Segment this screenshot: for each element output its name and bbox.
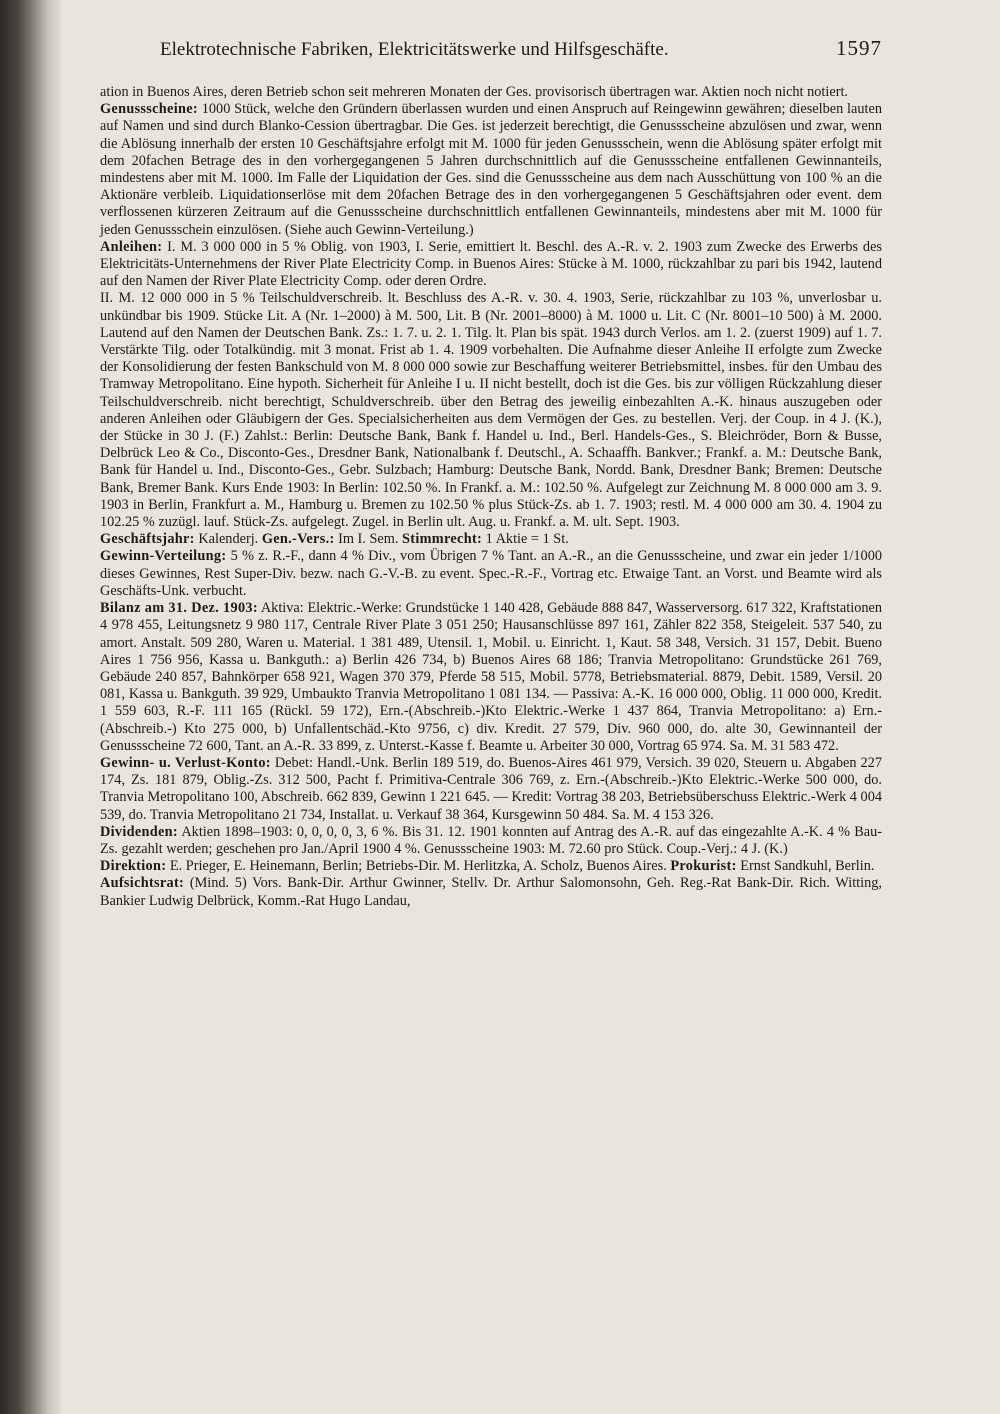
genussscheine-paragraph xyxy=(100,101,882,239)
page-body xyxy=(100,84,882,910)
geschaeftsjahr-paragraph xyxy=(100,531,882,548)
dividenden-label: Dividenden: xyxy=(100,823,178,840)
page-number: 1597 xyxy=(836,36,882,60)
stimmrecht-text: 1 Aktie = 1 St. xyxy=(485,531,569,548)
direktion-label: Direktion: xyxy=(100,858,167,875)
gewinn-verteilung-label: Gewinn-Verteilung: xyxy=(100,548,227,565)
gewinn-verteilung-paragraph xyxy=(100,548,882,600)
gewinn-verteilung-text: 5 % z. R.-F., dann 4 % Div., vom Übrigen 7 % Tant. an A.-R., an die Genussscheine, und zwar ein jeder 1/1000 dieses Gewinnes, Rest Super-Div. bezw. nach G.-V.-B. zu event. Spec.-R.-F., Vortrag etc. Etwaige Tant. an Vorst. und Beamte wird als Geschäfts-Unk. verbucht. xyxy=(100,548,882,599)
page-header xyxy=(160,36,882,61)
genussscheine-label: Genussscheine: xyxy=(100,101,198,118)
bilanz-paragraph xyxy=(100,600,882,755)
book-binding-shadow xyxy=(0,0,62,1414)
aufsichtsrat-paragraph xyxy=(100,875,882,909)
prokurist-label: Prokurist: xyxy=(670,858,737,875)
anleihe-ii-text: II. M. 12 000 000 in 5 % Teilschuldverschreib. lt. Beschluss des A.-R. v. 30. 4. 1903, Serie, rückzahlbar zu 103 %, unverlosbar u. unkündbar bis 1909. Stücke Lit. A (Nr. 1–2000) à M. 500, Lit. B (Nr. 2001–8000) à M. 1000 u. Lit. C (Nr. 8001–10 500) à M. 2000. Lautend auf den Namen der Deutschen Bank. Zs.: 1. 7. u. 2. 1. Tilg. lt. Plan bis spät. 1943 durch Verlos. am 1. 2. (zuerst 1909) auf 1. 7. Verstärkte Tilg. oder Totalkündig. mit 3 monat. Frist ab 1. 4. 1909 vorbehalten. Die Aufnahme dieser Anleihe II erfolgte zum Zwecke der Konsolidierung der festen Bankschuld von M. 8 000 000 sowie zur Beschaffung weiterer Betriebsmittel, insbes. für den Umbau des Tramway Metropolitano. Eine hypoth. Sicherheit für Anleihe I u. II nicht bestellt, doch ist die Ges. bis zur völligen Rückzahlung dieser Teilschuldverschreib. nicht berechtigt, Schuldverschreib. über den Betrag des jeweilig einbezahlten A.-K. hinaus auszugeben oder anderen Anleihen oder Gläubigern der Ges. Specialsicherheiten aus dem Vermögen der Ges. zu bestellen. Verj. der Coup. in 4 J. (K.), der Stücke in 30 J. (F.) Zahlst.: Berlin: Deutsche Bank, Bank f. Handel u. Ind., Berl. Handels-Ges., S. Bleichröder, Born & Busse, Delbrück Leo & Co., Disconto-Ges., Dresdner Bank, Nationalbank f. Deutschl., A. Schaaffh. Bankver.; Frankf. a. M.: Deutsche Bank, Bank für Handel u. Ind., Disconto-Ges., Gebr. Sulzbach; Hamburg: Deutsche Bank, Nordd. Bank, Dresdner Bank; Bremen: Deutsche Bank, Bremer Bank. Kurs Ende 1903: In Berlin: 102.50 %. In Frankf. a. M.: 102.50 %. Aufgelegt zur Zeichnung M. 8 000 000 am 3. 9. 1903 in Berlin, Frankfurt a. M., Hamburg u. Bremen zu 102.50 % plus Stück-Zs. ab 1. 7. 1903; restl. M. 4 000 000 am 30. 4. 1904 zu 102.25 % zuzügl. lauf. Stück-Zs. aufgelegt. Zugel. in Berlin ult. Aug. u. Frankf. a. M. ult. Sept. 1903. xyxy=(100,290,882,531)
direktion-paragraph xyxy=(100,858,882,875)
anleihe-ii-paragraph xyxy=(100,290,882,531)
intro-paragraph xyxy=(100,84,882,101)
gewinn-verlust-text: Debet: Handl.-Unk. Berlin 189 519, do. Buenos-Aires 461 979, Versich. 39 020, Steuern u. Abgaben 227 174, Zs. 181 879, Oblig.-Zs. 312 500, Pacht f. Primitiva-Centrale 306 769, z. Ern.-(Abschreib.-)Kto Elektric.-Werke 500 000, do. Tranvia Metropolitano 100, Abschreib. 662 839, Gewinn 1 221 645. — Kredit: Vortrag 38 203, Betriebsüberschuss Elektric.-Werk 4 004 539, do. Tranvia Metropolitano 21 734, Installat. u. Verkauf 38 364, Kursgewinn 50 484. Sa. M. 4 153 326. xyxy=(100,754,882,823)
aufsichtsrat-label: Aufsichtsrat: xyxy=(100,875,185,892)
anleihen-label: Anleihen: xyxy=(100,238,163,255)
direktion-text: E. Prieger, E. Heinemann, Berlin; Betriebs-Dir. M. Herlitzka, A. Scholz, Buenos Aires. xyxy=(169,858,667,875)
gewinn-verlust-label: Gewinn- u. Verlust-Konto: xyxy=(100,754,271,771)
gen-vers-label: Gen.-Vers.: xyxy=(261,531,335,548)
bilanz-label: Bilanz am 31. Dez. 1903: xyxy=(100,600,258,617)
bilanz-text: Aktiva: Elektric.-Werke: Grundstücke 1 140 428, Gebäude 888 847, Wasserversorg. 617 322, Kraftstationen 4 978 455, Leitungsnetz 9 980 117, Centrale River Plate 3 051 250; Hausanschlüsse 897 161, Zähler 822 358, Steigeleit. 537 540, zu amort. Anstalt. 509 280, Waren u. Material. 1 381 489, Utensil. 1, Mobil. u. Einricht. 1, Kaut. 58 348, Versich. 31 157, Debit. Bueno Aires 1 756 956, Kassa u. Bankguth.: a) Berlin 426 734, b) Buenos Aires 68 186; Tranvia Metropolitano: Grundstücke 261 769, Gebäude 240 857, Bahnkörper 658 921, Wagen 370 379, Pferde 58 515, Mobil. 5778, Betriebsmaterial. 8879, Debit. 1589, Versil. 20 081, Kassa u. Bankguth. 39 929, Umbaukto Tranvia Metropolitano 1 081 134. — Passiva: A.-K. 16 000 000, Oblig. 11 000 000, Kredit. 1 559 603, R.-F. 111 165 (Rückl. 59 172), Ern.-(Abschreib.-)Kto Elektric.-Werke 1 437 864, Tranvia Metropolitano: a) Ern.-(Abschreib.-) Kto 275 000, b) Unfallentschäd.-Kto 9756, c) div. Kredit. 27 579, Div. 960 000, do. alte 30, Gewinnanteil der Genussscheine 72 600, Tant. an A.-R. 33 899, z. Unterst.-Kasse f. Beamte u. Arbeiter 30 000, Vortrag 65 974. Sa. M. 31 583 472. xyxy=(100,600,882,754)
anleihen-text: I. M. 3 000 000 in 5 % Oblig. von 1903, I. Serie, emittiert lt. Beschl. des A.-R. v. 2. 1903 zum Zwecke des Erwerbs des Elektricitäts-Unternehmens der River Plate Electricity Comp. in Buenos Aires: Stücke à M. 1000, rückzahlbar zu pari bis 1942, lautend auf den Namen der River Plate Electricity Comp. oder deren Ordre. xyxy=(100,238,882,290)
prokurist-text: Ernst Sandkuhl, Berlin. xyxy=(740,858,875,875)
genussscheine-text: 1000 Stück, welche den Gründern überlassen wurden und einen Anspruch auf Reingewinn gewähren; dieselben lauten auf Namen und sind durch Blanko-Cession übertragbar. Die Ges. ist jederzeit berechtigt, die Genussscheine abzulösen und zwar, wenn die Ablösung innerhalb der ersten 10 Geschäftsjahre erfolgt mit M. 1000 für jeden Genussschein, wenn die Ablösung später erfolgt mit dem 20fachen Betrage des in den vorhergegangenen 5 Jahren durchschnittlich auf die Genussscheine entfallenen Gewinnanteils, mindestens aber mit M. 1000. Im Falle der Liquidation der Ges. sind die Genussscheine aus dem nach Ausschüttung von 100 % an die Aktionäre verbleib. Liquidationserlöse mit dem 20fachen Betrage des in den vorhergegangenen 5 Geschäftsjahren oder event. dem verflossenen kürzeren Zeitraum auf die Genussscheine durchschnittlich entfallenen Gewinnanteils, mindestens aber mit M. 1000 für jeden Genussschein einzulösen. (Siehe auch Gewinn-Verteilung.) xyxy=(100,101,882,238)
aufsichtsrat-text: (Mind. 5) Vors. Bank-Dir. Arthur Gwinner, Stellv. Dr. Arthur Salomonsohn, Geh. Reg.-Rat Bank-Dir. Rich. Witting, Bankier Ludwig Delbrück, Komm.-Rat Hugo Landau, xyxy=(100,875,882,909)
intro-text: ation in Buenos Aires, deren Betrieb schon seit mehreren Monaten der Ges. provisorisch übertragen war. Aktien noch nicht notiert. xyxy=(100,84,849,100)
dividenden-text: Aktien 1898–1903: 0, 0, 0, 0, 3, 6 %. Bis 31. 12. 1901 konnten auf Antrag des A.-R. auf das eingezahlte A.-K. 4 % Bau-Zs. gezahlt werden; geschehen pro Jan./April 1900 4 %. Genussscheine 1903: M. 72.60 pro Stück. Coup.-Verj.: 4 J. (K.) xyxy=(100,823,882,857)
anleihen-paragraph xyxy=(100,239,882,291)
gewinn-verlust-paragraph xyxy=(100,755,882,824)
gen-vers-text: Im I. Sem. xyxy=(338,531,399,548)
geschaeftsjahr-label: Geschäftsjahr: xyxy=(100,531,195,548)
geschaeftsjahr-text: Kalenderj. xyxy=(198,531,259,548)
stimmrecht-label: Stimmrecht: xyxy=(402,531,483,548)
dividenden-paragraph xyxy=(100,824,882,858)
running-title: Elektrotechnische Fabriken, Elektricitätswerke und Hilfsgeschäfte. xyxy=(160,39,669,60)
